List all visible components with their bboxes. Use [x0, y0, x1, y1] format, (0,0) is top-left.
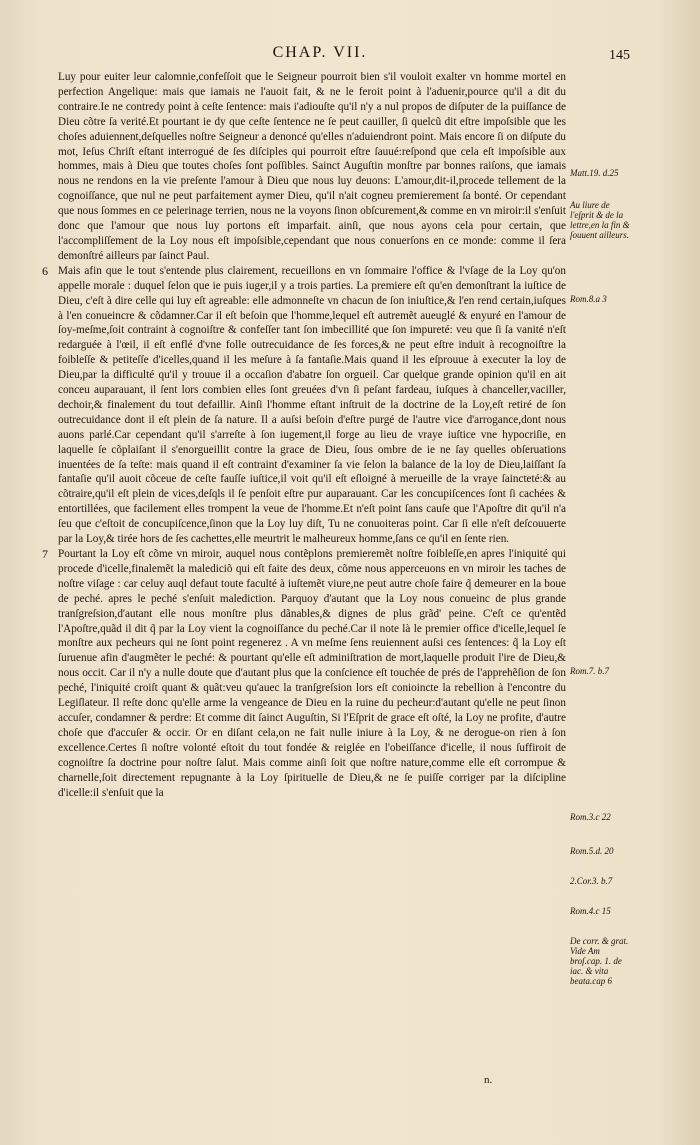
margin-note: 2.Cor.3. b.7	[570, 876, 613, 886]
paragraph-6	[42, 263, 566, 547]
paragraph-number: 7	[42, 547, 48, 561]
catchword: n.	[484, 1074, 493, 1086]
paragraph-number: 6	[42, 263, 48, 278]
chapter-heading: CHAP. VII.	[272, 44, 368, 61]
margin-note: Rom.4.c 15	[570, 906, 611, 916]
margin-note: Rom.5.d. 20	[570, 846, 614, 856]
paragraph-text: Luy pour euiter leur calomnie,confeſſoit que le Seigneur pourroit bien s'il vouloit exalter vn homme mortel en perfection Angelique: mais que iamais ne l'auoit fait, & ne le feroit point à l'aduenir,pource qu'il a dit du contraire.Ie ne contredy point à ceſte ſentence: mais i'adiouſte qu'il n'y a nul propos de diſputer de la puiſſance de Dieu cõtre ſa verité.Et pourtant ie dy que ceſte ſentence ne ſe peut cauiller, ſi quelcũ dit eſtre impoſsible que les choſes aduiennent,deſquelles noſtre Seigneur a denoncé qu'elles n'aduiendront point. Mais encore ſi on diſpute du mot, Ieſus Chriſt eſtant interrogué de ſes diſciples qui pourroit eſtre ſauué:reſpond que cela eſt impoſsible aux hommes, mais à Dieu que toutes choſes ſont poſſibles. Sainct Auguſtin monſtre par bonnes raiſons, que iamais nous ne rendons en la vie preſente l'amour à Dieu que nous luy deuons: L'amour,dit-il,procede tellement de la cognoiſſance, que nul ne peut parfaitement aymer Dieu, qu'il n'ait cogneu premierement ſa bonté. Or cependant que nous ſommes en ce pelerinage terrien, nous ne la voyons ſinon obſcurement,& comme en vn miroir:il s'enſuit donc que l'amour que nous luy portons eſt imparfait. ainſi, que nous ayons cela pour certain, que l'accompliſſement de la Loy nous eſt impoſsible,cependant que nous conuerſons en ce monde: comme il ſera demonſtré ailleurs par ſainct Paul.	[58, 71, 566, 262]
running-header	[40, 44, 630, 68]
paragraph-5	[58, 70, 566, 264]
page-number: 145	[609, 48, 630, 63]
margin-note: De corr. & grat. Vide Am broſ.cap. 1. de iac. & vita beata.cap 6	[570, 936, 629, 986]
paragraph-text: Mais afin que le tout s'entende plus clairement, recueillons en vn ſommaire l'office & l'vſage de la Loy qu'on appelle morale : duquel ſelon que ie puis iuger,il y a trois parties. La premiere eſt qu'en demonſtrant la iuſtice de Dieu, c'eſt à dire celle qui luy eſt agreable: elle admonneſte vn chacun de ſon iniuſtice,& l'en rend certain,iuſques à l'en conueincre & cõdamner.Car il eſt beſoin que l'homme,lequel eſt autremẽt aueuglé & enyuré en l'amour de ſoy-meſme,ſoit contraint à cognoiſtre & confeſſer tant ſon imbecillité que ſon impureté: veu que ſi ſa vanité n'eſt redarguée à l'œil, il eſt enflé d'vne folle outrecuidance de ſes forces,& ne peut eſtre induit à recognoiſtre la foibleſſe & petiteſſe d'icelles,quand il les meſure à ſa fantaſie.Mais quand il les eſprouue à executer la loy de Dieu,par la difficulté qu'il y trouue il a occaſion d'abatre ſon orgueil. Car quelque grande opinion qu'il en ait conceu auparauant, il ſent lors combien elles ſont greuées d'vn ſi peſant fardeau, iuſques à chanceller,vaciller, dechoir,& finalement du tout defaillir. Ainſi l'homme eſtant inſtruit de la doctrine de la Loy,eſt retiré de ſon outrecuidance dont il eſt plein de ſa nature. Il a auſsi beſoin d'eſtre purgé de l'autre vice d'arrogance,dont nous auons parlé.Car cependant qu'il s'arreſte à ſon iugement,il forge au lieu de vraye iuſtice vne hypocriſie, en laquelle ſe cõplaiſant il s'enorgueillit contre la grace de Dieu, ſous ombre de ie ne ſay quelles obſeruations inuentées de ſa teſte: mais quand il eſt contraint d'examiner ſa vie ſelon la balance de la loy de Dieu,laiſſant ſa fantaſie qu'il auoit cõceue de ceſte fauſſe iuſtice,il voit qu'il eſt eſloigné à merueille de la vraye ſaincteté:& au cõtraire,qu'il eſt plein de vices,deſqls il ſe penſoit eſtre pur auparauant. Car les concupiſcences ſont ſi cachées & entortillées, que facilement elles trompent la veue de l'homme.Et n'eſt point ſans cauſe que l'Apoſtre dit qu'il n'a ſeu que c'eſtoit de concupiſcence,ſinon que la Loy luy diſt, Tu ne conuoiteras point. Car ſi elle n'eſt deſcouuerte par la Loy,& tirée hors de ſes cachettes,elle meurtrit le malheureux homme,ſans ce qu'il en ſente rien.	[58, 264, 566, 546]
paragraph-7	[42, 547, 566, 800]
paragraph-text: Pourtant la Loy eſt cõme vn miroir, auquel nous contẽplons premieremẽt noſtre foibleſſe,en apres l'iniquité qui procede d'icelle,finalemẽt la malediciõ qui eſt faite des deux, cõme nous apperceuons en vn miroir les taches de noſtre viſage : car celuy auql defaut toute faculté à iuſtemẽt viure,ne peut autre choſe faire q̃ demeurer en la boue de peché. apres le peché s'enſuit malediction. Parquoy d'autant que la Loy nous conueinc de plus grande tranſgreſsion,d'autant elle nous monſtre plus dãnables,& dignes de plus grãd' peine. C'eſt ce qu'entẽd l'Apoſtre,quãd il dit q̃ par la Loy vient la cognoiſſance du peché.Car il note là le premier office d'icelle,lequel ſe monſtre aux pecheurs qui ne ſont point regenerez . A vn meſme ſens reuiennent auſsi ces ſentences: q̃ la Loy eſt ſuruenue afin d'augmẽter le peché: & pourtant qu'elle eſt adminiſtration de mort,laquelle produit l'ire de Dieu,& nous occit. Car il n'y a nulle doute que d'autant plus que la conſcience eſt touchée de prés de l'apprehẽſion de ſon peché, l'iniquité croiſt quant & quãt:veu qu'auec la tranſgreſsion lors eſt conioincte la rebellion à l'encontre du Legiſlateur. Il reſte donc qu'elle arme la vengeance de Dieu en la ruine du pecheur:d'autant qu'elle ne peut ſinon accuſer, condamner & perdre: Et comme dit ſainct Auguſtin, Si l'Eſprit de grace eſt oſté, la Loy ne profite, d'autre choſe que d'accuſer & occir. Or en diſant cela,on ne fait nulle iniure à la Loy, & ne derogue-on rien à ſon excellence.Certes ſi noſtre volonté eſtoit du tout fondée & reiglée en l'obeiſſance d'icelle, il nous ſuffiroit de cognoiſtre ſa doctrine pour noſtre ſalut. Mais comme ainſi ſoit que noſtre nature,comme elle eſt corrompue & charnelle,ſoit directement repugnante à la Loy ſpirituelle de Dieu,& ne ſe puiſſe corriger par la diſcipline d'icelle:il s'enſuit que la	[58, 548, 566, 799]
margin-note: Matt.19. d.25	[570, 168, 619, 178]
main-text	[42, 70, 566, 800]
margin-note: Rom.3.c 22	[570, 812, 611, 822]
margin-note: Au liure de l'eſprit & de la lettre,en la fin & ſouuent ailleurs.	[570, 200, 630, 240]
margin-note: Rom.7. b.7	[570, 666, 609, 676]
margin-note: Rom.8.a 3	[570, 294, 607, 304]
